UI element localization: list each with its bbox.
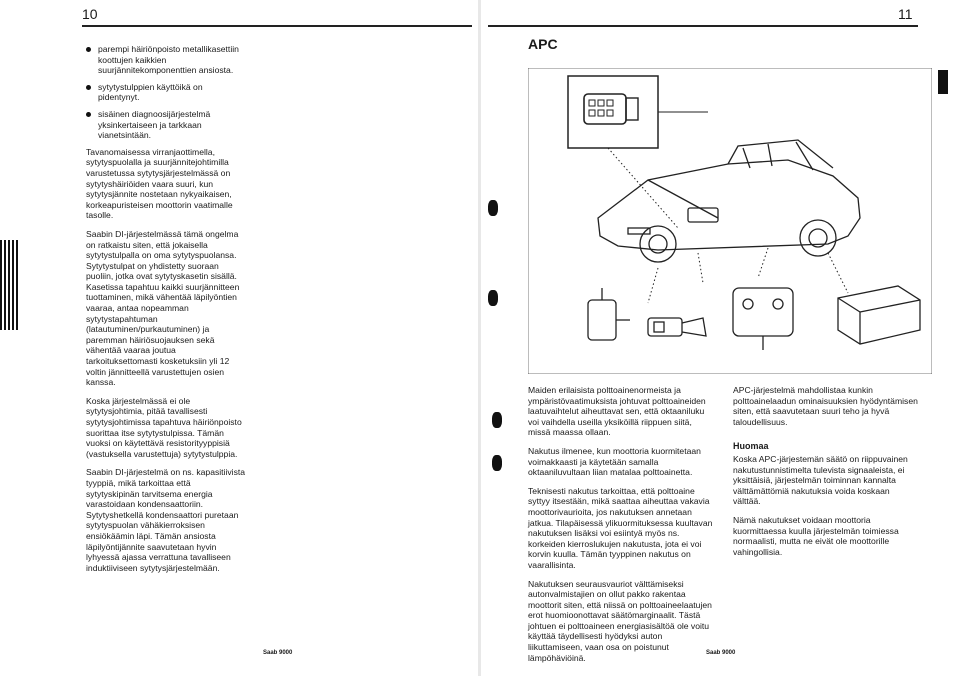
header-rule-right: [488, 25, 918, 27]
apc-car-illustration: [528, 68, 932, 374]
car-outline: [598, 140, 860, 262]
section-title: APC: [528, 36, 558, 52]
paragraph: Tavanomaisessa virranjaottimella, sytytyspuolalla ja suurjännitejohtimilla varustetussa sytytysjärjestelmässä on sytytyshäiriöiden vaara suuri, kun sytytysjännite nostetaan nykyaikaisen, korkeapuristeisen moottorin vaatimalle tasolle.: [86, 146, 233, 221]
binding-hole: [488, 290, 498, 306]
pressure-sensor: [733, 288, 793, 350]
connector-inset: [568, 76, 708, 148]
page-number-right: 11: [898, 6, 913, 22]
right-text-column: [733, 385, 918, 565]
bullet-item: sisäinen diagnoosijärjestelmä yksinkertaiseen ja tarkkaan vianetsintään.: [86, 109, 246, 141]
left-text-column: [86, 44, 246, 581]
middle-text-column: [528, 385, 713, 671]
paragraph: APC-järjestelmä mahdollistaa kunkin polttoainelaadun ominaisuuksien hyödyntämisen siten, että saavutetaan suuri teho ja hyvä taloudellisuus.: [733, 385, 918, 427]
binding-hole: [492, 455, 502, 471]
page-number-left: 10: [82, 6, 98, 22]
bullet-item: parempi häiriönpoisto metallikasettiin koottujen kaikkien suurjännitekomponenttien ansiosta.: [86, 44, 246, 76]
header-rule-left: [82, 25, 472, 27]
note-paragraph: Koska APC-järjestemän säätö on riippuvainen nakutustunnistimelta tulevista signaaleista, ei yksittäisiä, järjestelmän toiminnan kannalta välttämättömiä nakutuksia voida koskaan välttää.: [733, 453, 908, 507]
feature-bullet-list: [86, 44, 246, 141]
paragraph: Saabin DI-järjestelmässä tämä ongelma on ratkaistu siten, että jokaisella sytytystulpalla on oma sytytyspuolansa. Sytytystulpat on yhdistetty suoraan puoliin, jotka ovat sytytyskasetin sisällä. Kasetissa tapahtuu kaikki suurjännitteen tuottaminen, mikä vähentää läpilyöntien vaaraa, antaa nopeamman sytytystapahtuman (latautuminen/purkautuminen) ja paremman häiriösuojauksen sekä vähentää vaaraa joutua tarkoituksettomasti kosketuksiin yli 12 voltin jännitteellä varustettujen osien kanssa.: [86, 228, 240, 388]
scan-edge-stripes: [0, 240, 18, 330]
paragraph: Teknisesti nakutus tarkoittaa, että polttoaine syttyy itsestään, mikä saattaa aiheuttaa vakavia moottorivaurioita, jos nakutuksen annetaan jatkua. Tilapäisessä ylikuormituksessa kuultavan nakutuksen lisäksi voi esiintyä myös ns. korkeiden kierroslukujen nakutusta, jota ei voi korvin kuulla. Tämän tyyppinen nakutus on vaarallisinta.: [528, 485, 713, 570]
note-title: Huomaa: [733, 441, 769, 452]
knock-sensor: [648, 318, 706, 336]
paragraph: Nakutus ilmenee, kun moottoria kuormitetaan voimakkaasti ja käytetään samalla oktaaniluvultaan liian matalaa polttoainetta.: [528, 445, 701, 478]
bullet-item: sytytystulppien käyttöikä on pidentynyt.: [86, 82, 246, 103]
solenoid-valve: [588, 288, 630, 340]
section-tab-marker: [938, 70, 948, 94]
page-gutter: [478, 0, 481, 676]
control-unit: [838, 286, 920, 344]
paragraph: Nakutuksen seurausvauriot välttämiseksi autonvalmistajien on ollut pakko rakentaa moottorit siten, että niissä on polttoaineelaatujen erot huomioonottavat säätömarginaalit. Tästä johtuen ei polttoaineen energiasisältöä ole voitu käyttää täydellisesti hyödyksi auton liikuttamiseen, vaan osa on poistunut lämpöhäviöinä.: [528, 578, 712, 663]
binding-hole: [488, 200, 498, 216]
paragraph: Koska järjestelmässä ei ole sytytysjohtimia, pitää tavallisesti sytytysjohtimissa tapahtuva häiriönpoisto suorittaa itse sytytystulpissa. Tämän vuoksi on käytettävä resistorityyppisiä (vastuksella varustettuja) sytytystulppia.: [86, 395, 242, 459]
footer-right: Saab 9000: [706, 650, 736, 656]
note-paragraph: Nämä nakutukset voidaan moottoria kuormittaessa kuulla järjestelmän toimiessa normaalisti, mutta ne eivät ole moottorille vahingollisia.: [733, 514, 899, 557]
binding-hole: [492, 412, 502, 428]
footer-left: Saab 9000: [263, 650, 293, 656]
paragraph: Saabin DI-järjestelmä on ns. kapasitiivista tyyppiä, mikä tarkoittaa että sytytyskipinän tarvitsema energia varastoidaan kondensaattoriin. Sytytyshetkellä kondensaattori puretaan sytytyspuolan vähäkierroksisen ensiökäämin läpi. Tämän ansiosta läpilyöntijännite saavutetaan hyvin lyhyessä ajassa verrattuna tavalliseen induktiiviseen sytytysjärjestelmään.: [86, 467, 246, 573]
paragraph: Maiden erilaisista polttoainenormeista ja ympäristövaatimuksista johtuvat polttoaineiden laatuvaihtelut aiheuttavat sen, että oktaaniluku voi vaihdella useilla yksiköillä riippuen siitä, missä maassa ollaan.: [528, 385, 706, 438]
